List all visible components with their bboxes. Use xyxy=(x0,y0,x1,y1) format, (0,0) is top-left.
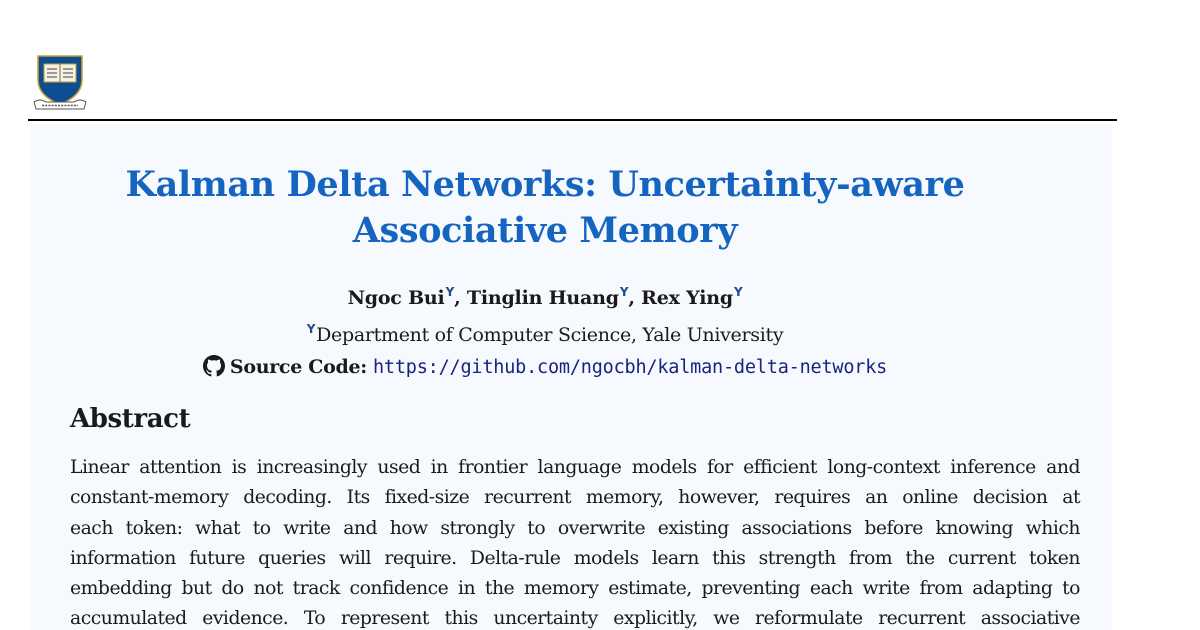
abstract-line: Linear attention is increasingly used in frontier language models for efficient long-context inference and xyxy=(70,457,1080,478)
source-code-label: Source Code: xyxy=(229,356,367,378)
paper-title xyxy=(110,162,980,254)
paper-title-line: Associative Memory xyxy=(352,210,738,251)
paper-title-line: Kalman Delta Networks: Uncertainty-aware xyxy=(125,164,965,205)
abstract-line: information future queries will require. Delta-rule models learn this strength from the current token xyxy=(70,547,1080,569)
author-list xyxy=(200,285,890,309)
affiliation-mark: Y xyxy=(619,285,629,299)
affiliation-text: Department of Computer Science, Yale University xyxy=(316,324,784,346)
affiliation-mark: Y xyxy=(733,285,743,299)
github-icon xyxy=(203,355,225,377)
affiliation-mark: Y xyxy=(445,285,455,299)
author-name: Ngoc Bui xyxy=(347,287,445,309)
affiliation xyxy=(200,322,890,346)
source-code-link[interactable]: https://github.com/ngocbh/kalman-delta-networks xyxy=(372,357,888,378)
author-separator: , xyxy=(628,287,635,309)
abstract-line: embedding but do not track confidence in the memory estimate, preventing each write from adapting to xyxy=(70,578,1080,600)
abstract-line: accumulated evidence. To represent this uncertainty explicitly, we reformulate recurrent associative xyxy=(70,608,1080,630)
yale-crest-icon xyxy=(32,54,88,112)
affiliation-mark: Y xyxy=(306,322,316,336)
author-name: Tinglin Huang xyxy=(466,287,619,309)
abstract-line: each token: what to write and how strongly to overwrite existing associations before knowing which xyxy=(70,517,1080,539)
abstract-heading: Abstract xyxy=(70,404,191,434)
author-name: Rex Ying xyxy=(641,287,733,309)
source-code-line xyxy=(100,355,990,378)
abstract-body xyxy=(70,453,1080,630)
author-separator: , xyxy=(454,287,461,309)
header-rule xyxy=(28,119,1117,121)
abstract-line: constant-memory decoding. Its fixed-size recurrent memory, however, requires an online decision at xyxy=(70,487,1080,509)
